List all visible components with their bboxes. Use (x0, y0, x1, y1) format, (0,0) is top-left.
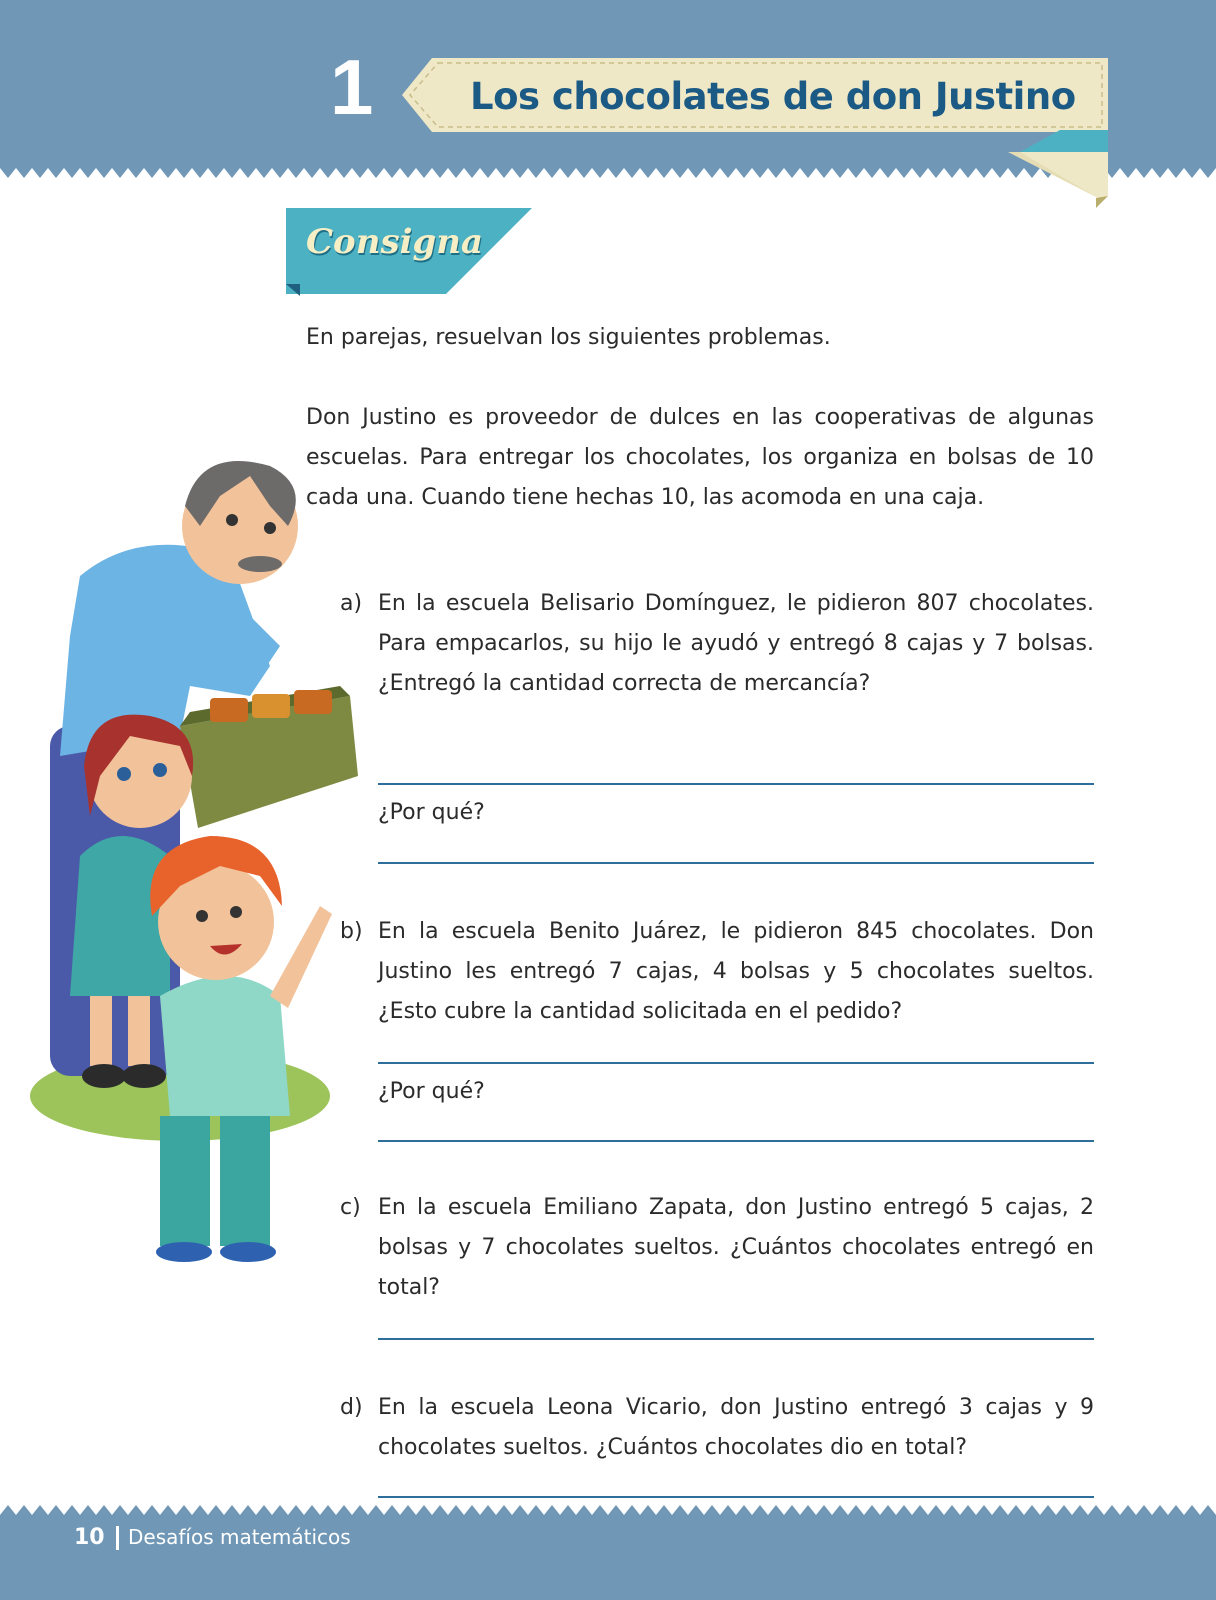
problem-c (340, 1188, 1094, 1308)
answer-line[interactable] (378, 1496, 1094, 1498)
consigna-label: Consigna (306, 222, 484, 262)
problem-text: En la escuela Emiliano Zapata, don Justino entregó 5 cajas, 2 bolsas y 7 chocolates sueltos. ¿Cuántos chocolates entregó en total? (378, 1195, 1094, 1300)
banner-ribbon-tail (1000, 130, 1120, 214)
answer-line[interactable] (378, 1062, 1094, 1064)
problem-b (340, 912, 1094, 1032)
footer-separator (116, 1526, 119, 1550)
page-number: 10 (74, 1525, 105, 1550)
answer-line[interactable] (378, 1338, 1094, 1340)
answer-line[interactable] (378, 1140, 1094, 1142)
lesson-number: 1 (330, 43, 374, 131)
answer-line[interactable] (378, 783, 1094, 785)
book-title: Desafíos matemáticos (128, 1525, 351, 1549)
instructions-text: En parejas, resuelvan los siguientes problemas. (306, 325, 831, 350)
footer-band (0, 1505, 1216, 1600)
problem-d (340, 1388, 1094, 1468)
problem-letter: b) (340, 919, 363, 944)
father-and-children-illustration (20, 436, 380, 1316)
problem-a (340, 584, 1094, 744)
why-prompt: ¿Por qué? (378, 1079, 485, 1104)
lesson-title: Los chocolates de don Justino (470, 75, 1076, 118)
problem-text: En la escuela Belisario Domínguez, le pidieron 807 chocolates. Para empacarlos, su hijo le ayudó y entregó 8 cajas y 7 bolsas. ¿Entregó la cantidad correcta de mercancía? (378, 591, 1094, 696)
problem-letter: a) (340, 591, 363, 616)
story-paragraph: Don Justino es proveedor de dulces en las cooperativas de algunas escuelas. Para entregar los chocolates, los organiza en bolsas de 10 cada una. Cuando tiene hechas 10, las acomoda en una caja. (306, 405, 1094, 510)
problem-text: En la escuela Leona Vicario, don Justino entregó 3 cajas y 9 chocolates sueltos. ¿Cuántos chocolates dio en total? (378, 1395, 1094, 1460)
problem-letter: c) (340, 1195, 361, 1220)
answer-line[interactable] (378, 862, 1094, 864)
why-prompt: ¿Por qué? (378, 800, 485, 825)
problem-letter: d) (340, 1395, 363, 1420)
problem-text: En la escuela Benito Juárez, le pidieron 845 chocolates. Don Justino les entregó 7 cajas, 4 bolsas y 5 chocolates sueltos. ¿Esto cubre la cantidad solicitada en el pedido? (378, 919, 1094, 1024)
